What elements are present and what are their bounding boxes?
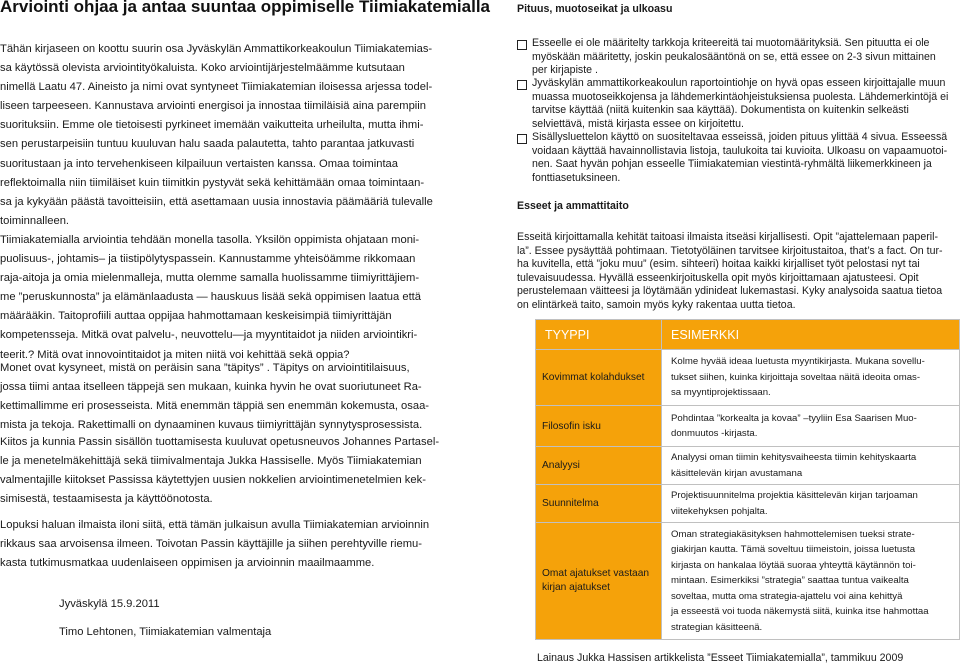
text-line: voidaan käyttää havainnollistavia listoja, taulukoita tai kuvioita. Ulkoasu on vapaamuotoi-: [532, 144, 948, 157]
table-row: [536, 447, 960, 485]
text-line: suorituksiin. Emme ole tietoisesti pyrkineet imemään vaikutteita urheilulta, mutta ihmi-: [0, 119, 424, 132]
text-line: per kirjapiste .: [532, 64, 598, 76]
example-cell: [662, 406, 960, 447]
text-line: viitekehyksen pohjalta.: [671, 505, 768, 517]
text-line: Monet ovat kysyneet, mistä on peräisin sana ”täpitys” . Täpitys on arviointitilaisuus,: [0, 362, 410, 374]
checkbox-icon: [517, 80, 527, 90]
text-line: kompetensseja. Mitkä ovat palvelu-, neuvottelu—ja myyntitaidot ja niiden arviointikri-: [0, 329, 418, 342]
page-title: Arviointi ohjaa ja antaa suuntaa oppimiselle Tiimiakatemialla: [0, 0, 491, 16]
example-cell: [662, 485, 960, 523]
essay-types-table: [535, 319, 960, 640]
text-line: perustelemaan väitteesi ja löytämään ydinideat lukemastasi. Kyky analysoida saatua tietoa: [517, 285, 943, 297]
text-line: sa ja kykyään päästä tavoitteisiin, että asettamaan uusia innostavia päämääriä tulevalle: [0, 195, 433, 208]
text-line: Esseelle ei ole määritelty tarkkoja kriteereitä tai muotomäärityksiä. Sen pituutta ei ole: [532, 37, 930, 49]
text-line: Esseitä kirjoittamalla kehität taitoasi ilmaista itseäsi kirjallisesti. Opit ”ajattelemaan paperil-: [517, 231, 938, 243]
checkbox-icon: [517, 134, 527, 144]
bullet-text: [532, 77, 948, 131]
text-line: sa myyntiprojektissaan.: [671, 387, 771, 399]
text-line: muassa muotoseikkojensa ja lähdemerkintäohjeistuksiensa puolesta. Lähdemerkintöjä ei: [532, 90, 949, 103]
text-line: tulevaisuudessa. Hyvällä esseenkirjoituskella opit myös kirjoittamaan ajatusteesi. Opit: [517, 271, 919, 284]
bullet-text: [532, 37, 936, 78]
checkbox-icon: [517, 40, 527, 50]
thanks-paragraph: [0, 433, 440, 509]
text-line: Kiitos ja kunnia Passin sisällön tuottamisesta kuuluvat opetusneuvos Johannes Partasel-: [0, 436, 440, 448]
example-cell: [662, 447, 960, 485]
text-line: nimellä Laatu 47. Aineisto ja nimi ovat syntyneet Tiimiakatemian iloisessa arjessa todel-: [0, 81, 433, 94]
text-line: puolisuus-, johtamis– ja tiistipölytyspassein. Kannustamme yhteisöämme rikkomaan: [0, 253, 416, 266]
text-line: Pohdintaa ”korkealta ja kovaa” –tyyliin Esa Saarisen Muo-: [671, 412, 917, 424]
text-line: Kolme hyvää ideaa luetusta myyntikirjasta. Mukana sovellu-: [671, 356, 925, 368]
table-row: [536, 485, 960, 523]
text-line: toiminnalleen.: [0, 214, 70, 227]
text-line: le ja menetelmäkehittäjä sekä tiimivalmentaja Jukka Hassiselle. Myös Tiimiakatemian: [0, 455, 422, 468]
text-line: reflektoimalla niin tiimiläiset kuin tiimitkin pystyvät sekä kehittämään omaa toimintaan-: [0, 176, 425, 189]
example-cell: [662, 523, 960, 640]
closing-paragraph: [0, 516, 432, 573]
text-line: tukset siihen, kuinka kirjoittaja soveltaa näitä ideoita omas-: [671, 371, 921, 383]
table-row: [536, 406, 960, 447]
text-line: fonttiasetuksineen.: [532, 171, 621, 184]
text-line: teerit.? Mitä ovat innovointitaidot ja miten niitä voi kehittää sekä oppia?: [0, 348, 350, 361]
text-line: rikkaus saa arvoisensa ilmeen. Toivotan Passin käyttäjille ja siihen perehtyville riemu-: [0, 538, 423, 551]
text-line: mintaan. Esimerkiksi ”strategia” saattaa tuntua vaikealta: [671, 575, 909, 587]
text-line: myöskään määritetty, joskin peukalosääntönä on se, että essee on 2-3 sivun mittainen: [532, 50, 936, 63]
type-cell: Filosofin isku: [536, 406, 662, 447]
text-line: soveltaa, mutta oma strategia-ajattelu voi aina kehittyä: [671, 590, 903, 602]
text-line: valmentajille kiitokset Passissa käytettyjen uusien nokkelien arviointimenetelmien kek-: [0, 474, 426, 487]
text-line: simisestä, testaamisesta ja käyttöönotosta.: [0, 493, 213, 506]
text-line: liseen tarpeeseen. Kannustava arviointi energisoi ja innostaa tiimiläisiä aina parempiin: [0, 100, 426, 113]
text-line: raja-aitoja ja omia mielenmalleja, mutta olemme samalla huolissamme tiimiyrittäjiem-: [0, 272, 420, 285]
text-line: Tiimiakatemialla arviointia tehdään monella tasolla. Yksilön oppimista ohjataan moni-: [0, 234, 420, 246]
type-cell: Suunnitelma: [536, 485, 662, 523]
text-line: kasta tutkimusmatkaa uudenlaiseen oppimisen ja arvioinnin maailmaamme.: [0, 557, 375, 570]
signature: Timo Lehtonen, Tiimiakatemian valmentaja: [59, 626, 272, 638]
text-line: tarvitse käyttää (niitä kuitenkin saa käyttää). Dokumentista on kuitenkin selkeästi: [532, 104, 909, 116]
text-line: ha kuvitella, että ”joku muu” (esim. sihteeri) hoitaa kaikki kirjalliset työt pelostasi nyt tai: [517, 258, 920, 270]
heading-length-format: Pituus, muotoseikat ja ulkoasu: [517, 3, 673, 15]
text-line: ja esseestä voi tuoda näkemystä siitä, kuinka itse hahmottaa: [671, 606, 929, 618]
text-line: strategian käsitteenä.: [671, 621, 763, 633]
text-line: Projektisuunnitelma projektia käsittelevän kirjan tarjoaman: [671, 490, 918, 501]
evaluation-paragraph: [0, 231, 432, 365]
text-line: käsittelevän kirjan avustamana: [671, 467, 803, 479]
bullet-text: [532, 131, 947, 185]
text-line: kettimallimme eri prosesseista. Mitä enemmän täppiä sen enemmän kokemusta, osaa-: [0, 400, 430, 413]
text-line: me ”peruskunnosta” ja elämänlaadusta — hauskuus lisää sekä oppimisen laatua että: [0, 291, 422, 304]
text-line: selviettävä, mistä kirjasta essee on kirjoitettu.: [532, 117, 744, 130]
tapitys-paragraph: [0, 359, 432, 435]
text-line: Jyväskylän ammattikorkeakoulun raportointiohje on hyvä opas esseen kirjoittajalle muun: [532, 77, 946, 89]
example-cell: [662, 350, 960, 406]
text-line: Analyysi oman tiimin kehitysvaiheesta tiimin kehityskaarta: [671, 452, 917, 463]
text-line: la”. Essee pysäyttää pohtimaan. Tietotyöläinen tarvitsee kirjoitustaitoa, that’s a fact. On tur-: [517, 244, 943, 257]
table-header-row: [536, 320, 960, 350]
text-line: Tähän kirjaseen on koottu suurin osa Jyväskylän Ammattikorkeakoulun Tiimiakatemias-: [0, 43, 433, 55]
essays-paragraph: [517, 231, 960, 312]
text-line: on elintärkeä taito, samoin myös kyky rakentaa uutta tietoa.: [517, 298, 796, 311]
text-line: giakirjan kautta. Tämä soveltuu tiimeistoin, joissa luetusta: [671, 544, 916, 556]
table-row: [536, 350, 960, 406]
type-cell: Omat ajatukset vastaan kirjan ajatukset: [536, 523, 662, 640]
heading-essays-skills: Esseet ja ammattitaito: [517, 200, 629, 212]
type-cell: Kovimmat kolahdukset: [536, 350, 662, 406]
table-caption: Lainaus Jukka Hassisen artikkelista ”Esseet Tiimiakatemialla”, tammikuu 2009: [537, 652, 904, 664]
column-header-example: ESIMERKKI: [662, 320, 960, 350]
place-date: Jyväskylä 15.9.2011: [59, 598, 160, 610]
text-line: sa käytössä olevista arviointityökaluista. Koko arviointijärjestelmäämme kutsutaan: [0, 62, 405, 75]
text-line: Oman strategiakäsityksen hahmottelemisen tueksi strate-: [671, 528, 915, 540]
column-header-type: TYYPPI: [536, 320, 662, 350]
text-line: Lopuksi haluan ilmaista iloni siitä, että tämän julkaisun avulla Tiimiakatemian arvioinnin: [0, 519, 430, 531]
intro-paragraph: [0, 40, 432, 231]
text-line: jossa tiimi antaa itselleen täppejä sen mukaan, kuinka hyvin he ovat suoriutuneet Ra-: [0, 381, 422, 394]
text-line: sen perustarpeisiin tuntuu kuuluvan halu saada palautetta, tahto parantaa jatkuvasti: [0, 138, 415, 151]
text-line: määrääkin. Taitoprofiili auttaa oppijaa hahmottamaan keskeisimpiä tiimiyrittäjän: [0, 310, 392, 323]
table-row: [536, 523, 960, 640]
text-line: suoritustaan ja into tervehenkiseen kilpailuun vertaisten kanssa. Omaa toimintaa: [0, 157, 398, 170]
text-line: nen. Saat hyvän pohjan esseelle Tiimiakatemian viestintä-ryhmältä liikemerkkineen ja: [532, 158, 932, 170]
text-line: donmuutos -kirjasta.: [671, 428, 758, 439]
type-cell: Analyysi: [536, 447, 662, 485]
text-line: mista ja tekoja. Rakettimalli on dynaaminen kuvaus tiimiyrittäjän synnytysprosessista.: [0, 419, 423, 432]
text-line: Sisällysluettelon käyttö on suositeltavaa esseissä, joiden pituus ylittää 4 sivua. Esseessä: [532, 131, 948, 143]
text-line: kirjasta on hankalaa löytää suoraa yhteyttä käytännön toi-: [671, 559, 916, 571]
